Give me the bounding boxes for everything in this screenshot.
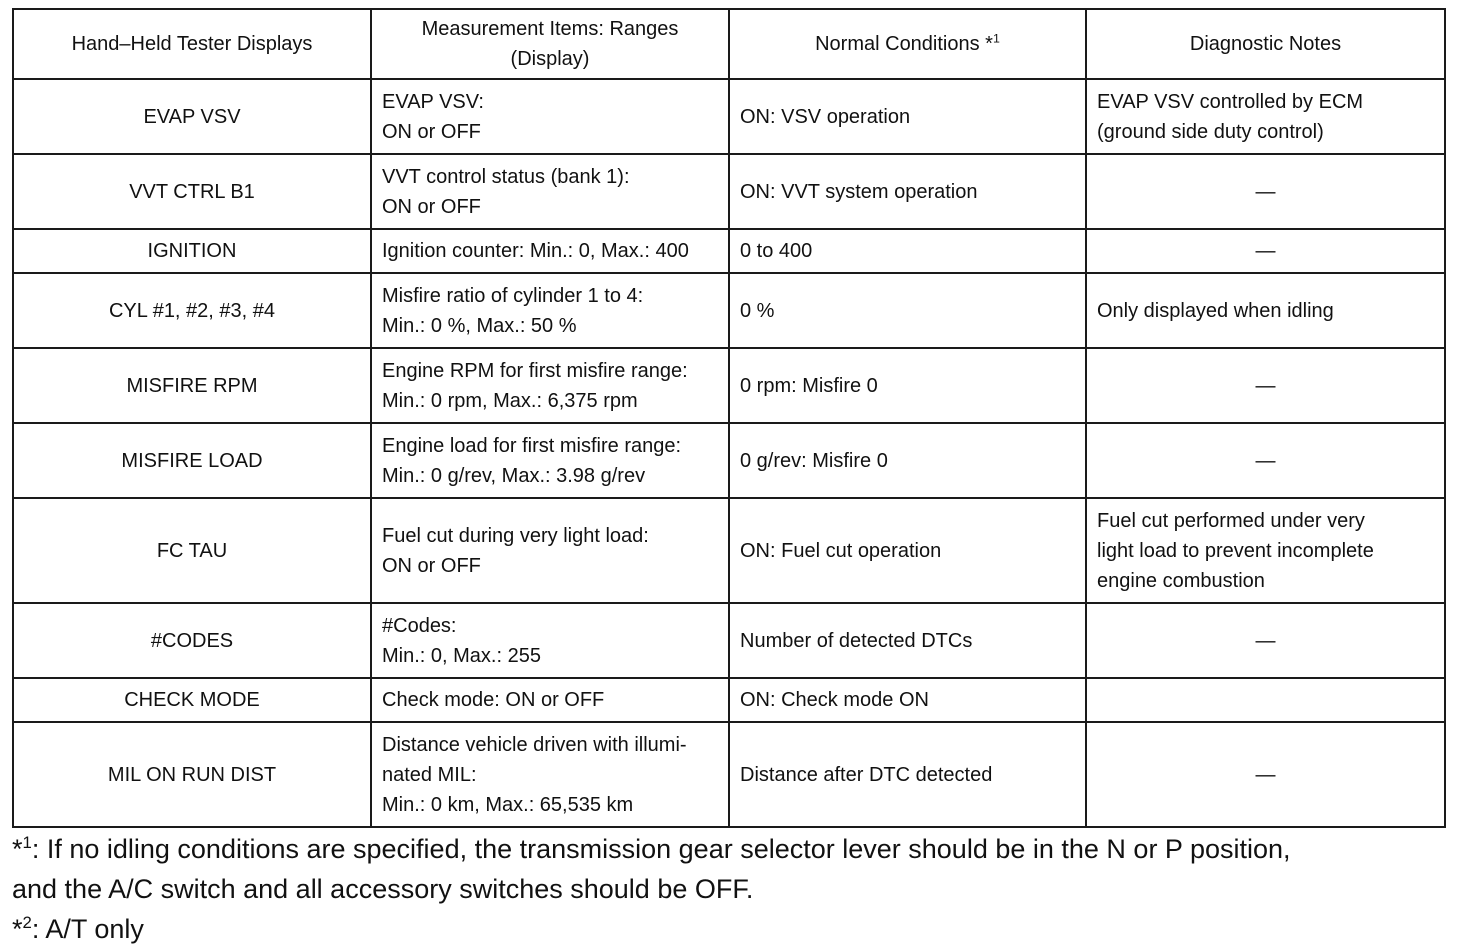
- table-row: [13, 348, 1445, 423]
- table-row: [13, 498, 1445, 603]
- cell-tester-display: VVT CTRL B1: [13, 154, 371, 229]
- cell-tester-display: EVAP VSV: [13, 79, 371, 154]
- cell-tester-display: FC TAU: [13, 498, 371, 603]
- cell-tester-display: CYL #1, #2, #3, #4: [13, 273, 371, 348]
- cell-measurement-range: Engine RPM for first misfire range: Min.: 0 rpm, Max.: 6,375 rpm: [371, 348, 729, 423]
- table-row: [13, 79, 1445, 154]
- diagnostic-data-table: [12, 8, 1446, 828]
- cell-measurement-range: Distance vehicle driven with illumi- nated MIL: Min.: 0 km, Max.: 65,535 km: [371, 722, 729, 827]
- table-row: [13, 154, 1445, 229]
- table-row: [13, 273, 1445, 348]
- table-row: [13, 722, 1445, 827]
- cell-diagnostic-note: Fuel cut performed under very light load to prevent incomplete engine combustion: [1086, 498, 1445, 603]
- header-measurement-items: Measurement Items: Ranges (Display): [371, 9, 729, 79]
- cell-measurement-range: Misfire ratio of cylinder 1 to 4: Min.: 0 %, Max.: 50 %: [371, 273, 729, 348]
- cell-tester-display: #CODES: [13, 603, 371, 678]
- cell-diagnostic-note: EVAP VSV controlled by ECM (ground side duty control): [1086, 79, 1445, 154]
- cell-measurement-range: EVAP VSV: ON or OFF: [371, 79, 729, 154]
- cell-measurement-range: Ignition counter: Min.: 0, Max.: 400: [371, 229, 729, 273]
- cell-diagnostic-note: —: [1086, 423, 1445, 498]
- table-row: [13, 678, 1445, 722]
- cell-diagnostic-note: —: [1086, 229, 1445, 273]
- cell-tester-display: MIL ON RUN DIST: [13, 722, 371, 827]
- cell-normal-condition: ON: Check mode ON: [729, 678, 1086, 722]
- cell-normal-condition: Distance after DTC detected: [729, 722, 1086, 827]
- cell-diagnostic-note: —: [1086, 603, 1445, 678]
- cell-normal-condition: 0 %: [729, 273, 1086, 348]
- cell-measurement-range: Fuel cut during very light load: ON or OFF: [371, 498, 729, 603]
- cell-diagnostic-note: —: [1086, 722, 1445, 827]
- cell-measurement-range: Engine load for first misfire range: Min.: 0 g/rev, Max.: 3.98 g/rev: [371, 423, 729, 498]
- cell-normal-condition: ON: Fuel cut operation: [729, 498, 1086, 603]
- footnote-1: *$^1$: If no idling conditions are specified, the transmission gear selector lever should be in the N or P position,: [12, 833, 1291, 864]
- header-diagnostic-notes: Diagnostic Notes: [1086, 9, 1445, 79]
- cell-tester-display: CHECK MODE: [13, 678, 371, 722]
- cell-normal-condition: ON: VSV operation: [729, 79, 1086, 154]
- cell-tester-display: IGNITION: [13, 229, 371, 273]
- cell-normal-condition: Number of detected DTCs: [729, 603, 1086, 678]
- table-row: [13, 229, 1445, 273]
- table-row: [13, 423, 1445, 498]
- cell-measurement-range: Check mode: ON or OFF: [371, 678, 729, 722]
- cell-measurement-range: #Codes: Min.: 0, Max.: 255: [371, 603, 729, 678]
- cell-diagnostic-note: —: [1086, 154, 1445, 229]
- cell-diagnostic-note: [1086, 678, 1445, 722]
- header-tester-displays: Hand–Held Tester Displays: [13, 9, 371, 79]
- header-normal-conditions: Normal Conditions *$^1$: [729, 9, 1086, 79]
- header-footnote-ref: 1: [992, 31, 1000, 46]
- cell-diagnostic-note: Only displayed when idling: [1086, 273, 1445, 348]
- table-row: [13, 603, 1445, 678]
- cell-tester-display: MISFIRE RPM: [13, 348, 371, 423]
- cell-normal-condition: 0 to 400: [729, 229, 1086, 273]
- table-header-row: [13, 9, 1445, 79]
- cell-normal-condition: ON: VVT system operation: [729, 154, 1086, 229]
- cell-measurement-range: VVT control status (bank 1): ON or OFF: [371, 154, 729, 229]
- cell-normal-condition: 0 g/rev: Misfire 0: [729, 423, 1086, 498]
- cell-tester-display: MISFIRE LOAD: [13, 423, 371, 498]
- cell-diagnostic-note: —: [1086, 348, 1445, 423]
- table-body: [13, 79, 1445, 827]
- footnotes: [12, 829, 1462, 949]
- footnote-1-continued: and the A/C switch and all accessory switches should be OFF.: [12, 874, 754, 904]
- footnote-2: *$^2$: A/T only: [12, 913, 144, 944]
- cell-normal-condition: 0 rpm: Misfire 0: [729, 348, 1086, 423]
